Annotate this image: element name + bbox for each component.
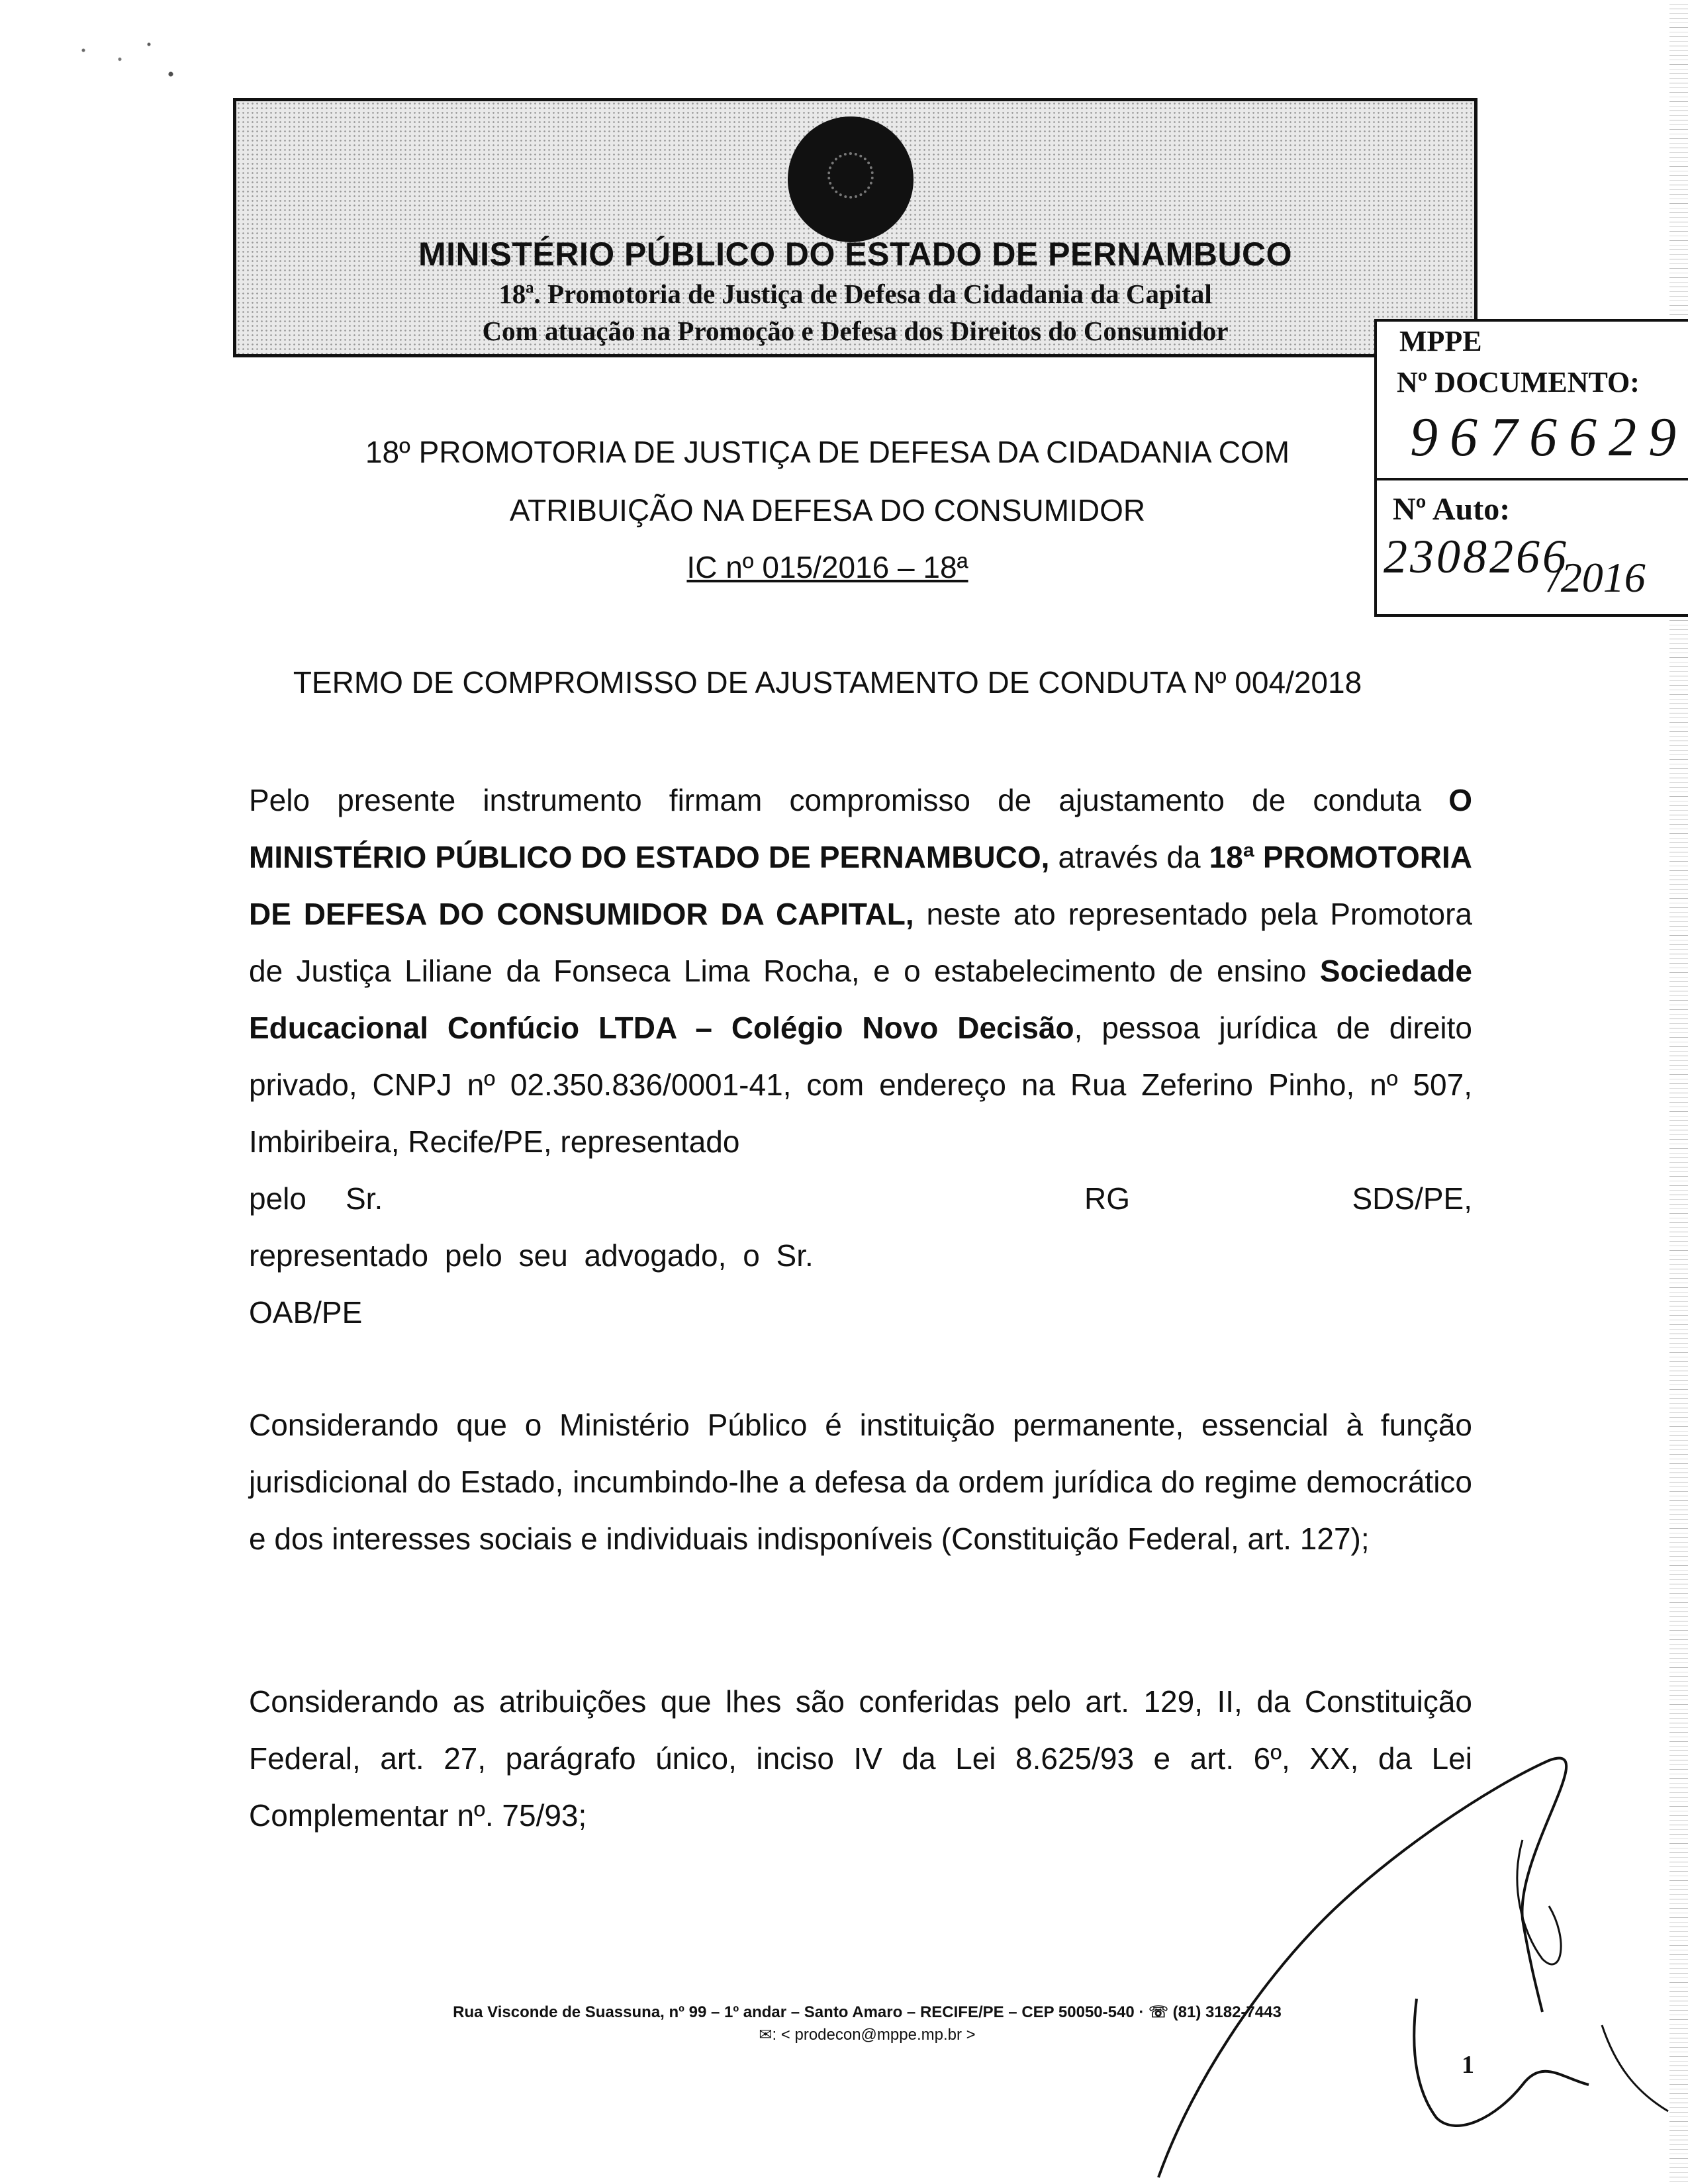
stamp-document-number: 9676629 <box>1410 406 1688 468</box>
considerando-paragraph-1: Considerando que o Ministério Público é instituição permanente, essencial à função jurisdicional do Estado, incumbindo-lhe a defesa da ordem jurídica do regime democrático e dos interesses sociais e individuais indisponíveis (Constituição Federal, art. 127); <box>249 1408 1472 1556</box>
considerando-paragraph-2: Considerando as atribuições que lhes são conferidas pelo art. 129, II, da Constituição Federal, art. 27, parágrafo único, inciso IV da Lei 8.625/93 e art. 6º, XX, da Lei Complementar nº. 75/93; <box>249 1684 1472 1833</box>
p1-party-school: Sociedade Educacional Confúcio LTDA – Colégio Novo Decisão <box>249 954 1472 1045</box>
p1-party-mp: O MINISTÉRIO PÚBLICO DO ESTADO DE PERNAMBUCO, <box>249 783 1472 874</box>
document-title: TERMO DE COMPROMISSO DE AJUSTAMENTO DE CONDUTA Nº 004/2018 <box>293 665 1362 700</box>
stamp-auto-number: 2308266 <box>1383 530 1569 583</box>
p1-lawyer-line: representado pelo seu advogado, o Sr. <box>249 1238 814 1273</box>
p1-text-a: Pelo presente instrumento firmam compromisso de ajustamento de conduta <box>249 783 1449 817</box>
footer-address: Rua Visconde de Suassuna, nº 99 – 1º andar – Santo Amaro – RECIFE/PE – CEP 50050-540 · ☏ (81) 3182-7443 <box>453 2003 1282 2021</box>
header-org-name: MINISTÉRIO PÚBLICO DO ESTADO DE PERNAMBUCO <box>418 236 1293 273</box>
footer-email: ✉: < prodecon@mppe.mp.br > <box>759 2026 976 2044</box>
stamp-auto-label: Nº Auto: <box>1393 492 1511 527</box>
p1-line8-sds: SDS/PE, <box>1352 1181 1472 1216</box>
page-number: 1 <box>1462 2051 1474 2079</box>
p1-line8-rg: RG <box>1084 1181 1130 1216</box>
stamp-auto-year: /2016 <box>1549 554 1646 601</box>
p1-oab-line: OAB/PE <box>249 1295 363 1330</box>
p1-text-d: , pessoa jurídica de direito privado, CNPJ nº 02.350.836/0001-41, com endereço na Rua Zeferino Pinho, nº 507, Imbiribeira, Recife/PE, representado <box>249 1011 1472 1159</box>
p1-party-promotoria: 18ª PROMOTORIA DE DEFESA DO CONSUMIDOR DA CAPITAL, <box>249 840 1472 931</box>
header-subtitle-1: 18ª. Promotoria de Justiça de Defesa da Cidadania da Capital <box>498 279 1212 309</box>
stamp-org: MPPE <box>1399 325 1482 357</box>
header-subtitle-2: Com atuação na Promoção e Defesa dos Direitos do Consumidor <box>482 316 1229 346</box>
p1-line8-pelo: pelo <box>249 1181 306 1216</box>
p1-text-b: através da <box>1049 840 1209 874</box>
p1-text-c: neste ato representado pela Promotora de Justiça Liliane da Fonseca Lima Rocha, e o estabelecimento de ensino <box>249 897 1472 988</box>
promotoria-title-line2: ATRIBUIÇÃO NA DEFESA DO CONSUMIDOR <box>509 493 1146 527</box>
promotoria-title-line1: 18º PROMOTORIA DE JUSTIÇA DE DEFESA DA CIDADANIA COM <box>365 435 1290 469</box>
p1-line8-sr: Sr. <box>346 1181 383 1216</box>
ic-number: IC nº 015/2016 – 18ª <box>686 550 968 584</box>
stamp-document-label: Nº DOCUMENTO: <box>1397 366 1640 398</box>
